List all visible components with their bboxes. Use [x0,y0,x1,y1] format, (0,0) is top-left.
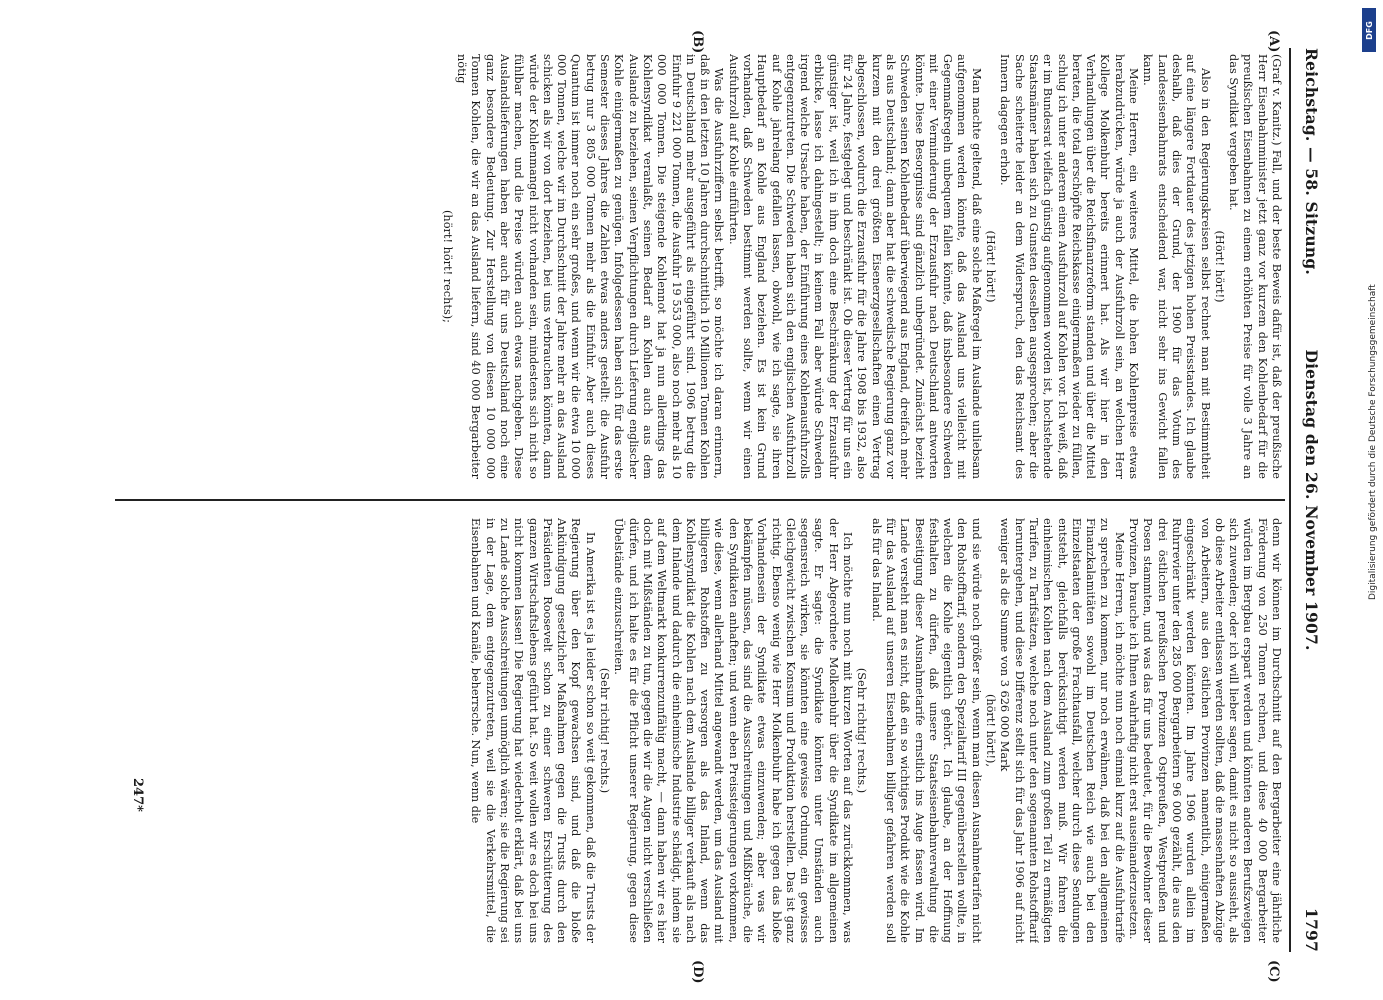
page-header [1299,48,1325,952]
right-column [113,518,1283,943]
left-column [113,54,1283,479]
scanned-document-page [65,30,1325,984]
column-divider [115,499,1285,501]
paragraph: Man machte geltend, daß eine solche Maßregel im Auslande unliebsam aufgenommen werden könnte, daß das Ausland uns vielleicht mit Gegenmaßregeln unbequem fallen könnte, daß insbesondere Schweden mit einer Verminderung der Erzausfuhr nach Deutschland antworten könnte. Diese Besorgnisse sind gänzlich unbegründet. Zunächst bezieht Schweden seinen Kohlenbedarf überwiegend aus England, dreifach mehr als aus Deutschland; dann aber hat die schwedische Regierung ganz vor kurzem mit den drei größten Eisenerzgesellschaften einen Vertrag abgeschlossen, wodurch die Erzausfuhr für die Jahre 1908 bis 1932, also für 24 Jahre, festgelegt und beschränkt ist. Ob dieser Vertrag für uns ein günstiger ist, weil ich in ihm doch eine Beschränkung der Erzausfuhr erblicke, lasse ich dahingestellt; in keinem Fall aber würde Schweden irgend welche Ursache haben, der Einführung eines Kohlenausfuhrzolls entgegenzutreten. Die Schweden haben sich den englischen Ausfuhrzoll auf Kohle jahrelang gefallen lassen, obwohl, wie ich sagte, sie ihren Hauptbedarf an Kohle aus England beziehen. Es ist kein Grund vorhanden, daß Schweden bestimmt werden sollte, wenn wir einen Ausfuhrzoll auf Kohle einführten. [726,54,983,479]
interjection: (hört! hört! rechts); [440,210,454,323]
paragraph: In Amerika ist es ja leider schon so weit gekommen, daß die Trusts der Regierung über den Kopf gewachsen sind, und daß die bloße Ankündigung gesetzlicher Maßnahmen gegen die Trusts durch den Präsidenten Roosevelt schon zu einer schweren Erschütterung des ganzen Wirtschaftslebens geführt hat. So weit wollen wir es doch bei uns nicht kommen lassen! Die Regierung hat wiederholt erklärt, daß bei uns zu Lande solche Ausschreitungen unmöglich wären; sie die Regierung sei in der Lage, dem entgegenzutreten, weil sie die Verkehrsmittel, die Eisenbahnen und Kanäle, beherrsche. Nun, wenn die [469,518,597,943]
margin-marker-c: (C) [1266,960,1281,983]
interjection: (Hört! hört!) [984,230,998,303]
paragraph: Also in den Regierungskreisen selbst rechnet man mit Bestimmtheit auf eine längere Fortdauer des jetzigen hohen Preisstandes. Ich glaube deshalb, daß dies der Grund, der 1900 für das Votum des Landeseisenbahnrats entscheidend war, nicht sehr ins Gewicht fallen kann. [1141,54,1212,479]
interjection: (hört! hört!), [984,693,998,768]
paragraph: Was die Ausfuhrziffern selbst betrifft, so möchte ich daran erinnern, daß in den letzten 10 Jahren durchschnittlich 10 Millionen Tonnen Kohlen in Deutschland mehr ausgeführt als eingeführt sind. 1906 betrug die Einfuhr 9 221 000 Tonnen, die Ausfuhr 19 553 000, also noch mehr als 10 000 000 Tonnen. Die steigende Kohlennot hat ja nun allerdings das Kohlensyndikat veranlaßt, seinen Bedarf an Kohlen auch aus dem Auslande zu beziehen, seinen Verpflichtungen durch Lieferung englischer Kohle einigermaßen zu genügen. Infolgedessen haben sich für das erste Semester dieses Jahres die Zahlen etwas anders gestellt: die Ausfuhr betrug nur 3 805 000 Tonnen mehr als die Einfuhr. Aber auch dieses Quantum ist immer noch ein sehr großes, und wenn wir die etwa 10 000 000 Tonnen, welche wir im Durchschnitt der Jahre mehr an das Ausland schicken als wir von dort beziehen, bei uns verbrauchen könnten, dann würde der Kohlenmangel nicht vorhanden sein, mindestens sich nicht so fühlbar machen, und die Preise würden auch etwas nachgeben. Diese Auslandslieferungen haben aber auch für uns Deutschland noch eine ganz besondere Bedeutung. Zur Herstellung von diesen 10 000 000 Tonnen Kohlen, die wir an das Ausland liefern, sind 40 000 Bergarbeiter nötig [455,54,726,479]
paragraph: denn wir können im Durchschnitt auf den Bergarbeiter eine jährliche Förderung von 250 Tonnen rechnen, und diese 40 000 Bergarbeiter würden im Bergbau erspart werden und könnten anderen Berufszweigen sich zuwenden; oder ich will lieber sagen, damit es nicht so aussieht, als ob diese Arbeiter entlassen werden sollten, daß die massenhaften Abzüge von Arbeitern, aus den östlichen Provinzen namentlich, einigermaßen eingeschränkt werden könnten. Im Jahre 1906 wurden allein im Ruhrrevier unter den 285 000 Bergarbeitern 96 000 gezählt, die aus den drei östlichen preußischen Provinzen Ostpreußen, Westpreußen und Posen stammten, und was das für uns bedeutet, für die Bewohner dieser Provinzen, brauche ich Ihnen wahrhaftig nicht erst auseinanderzusetzen. [1127,518,1283,943]
interjection: (Sehr richtig! rechts.) [598,667,612,794]
dfg-logo-icon: DFG [1362,8,1376,52]
header-date: Dienstag den 26. November 1907. [1302,349,1321,651]
page-number: 1797 [1302,908,1321,952]
paragraph: und sie würde noch größer sein, wenn man diesen Ausnahmetarifen nicht den Rohstofftarif, sondern den Spezialtarif III gegenüberstellen wollte, in welchen die Kohle eigentlich gehört. Ich glaube, an der Hoffnung festhalten zu dürfen, daß unsere Staatseisenbahnverwaltung die Beseitigung dieser Ausnahmetarife ernstlich ins Auge fassen wird. Im Lande versteht man es nicht, daß ein so wichtiges Produkt wie die Kohle für das Ausland auf unseren Eisenbahnen billiger gefahren werden soll als für das Inland. [869,518,983,943]
margin-marker-d: (D) [690,960,705,984]
paragraph: (Graf v. Kanitz.) Fall, und der beste Beweis dafür ist, daß der preußische Herr Eisenbahnminister jetzt ganz vor kurzem den Kohlenbedarf für die preußischen Eisenbahnen zu einem erhöhten Preise für volle 3 Jahre an das Syndikat vergeben hat. [1227,54,1283,479]
header-rule [1289,48,1291,952]
paragraph: Meine Herren, ich möchte nun noch einmal kurz auf die Ausfuhrtarife zu sprechen zu kommen, nur noch erwähnen, daß bei den allgemeinen Finanzkalamitäten sowohl im Deutschen Reich wie auch bei den Einzelstaaten der große Frachtausfall, welcher durch diese Sendungen entsteht, gleichfalls berücksichtigt werden muß. Wir fahren die einheimischen Kohlen nach dem Ausland zum großen Teil zu ermäßigten Tarifen, zu Tarifsätzen, welche noch unter den sogenannten Rohstofftarif heruntergehen, und diese Differenz stellt sich für das Jahr 1906 auf nicht weniger als die Summe von 3 626 000 Mark [998,518,1126,943]
margin-marker-b: (B) [690,30,705,54]
paragraph: Meine Herren, ein weiteres Mittel, die hohen Kohlenpreise etwas herabzudrücken, würde ja auch der Ausfuhrzoll sein, an welchen Herr Kollege Molkenbuhr bereits erinnert hat. Als wir hier in den Verhandlungen über die Reichsfinanzreform standen und über die Mittel beraten, die total erschöpfte Reichskasse einigermaßen wieder zu füllen, schlug ich unter anderem einen Ausfuhrzoll auf Kohlen vor. Ich weiß, daß er im Bundesrat vielfach günstig aufgenommen worden ist, hochstehende Staatsmänner haben sich zu Gunsten desselben ausgesprochen; aber die Sache scheiterte leider an dem Widerspruch, den das Reichsamt des Innern dagegen erhob. [998,54,1141,479]
interjection: (Sehr richtig! rechts.) [855,667,869,794]
signature-mark: 247* [130,778,145,812]
margin-marker-a: (A) [1266,30,1281,53]
interjection: (Hört! hört!) [1212,230,1226,303]
paragraph: Ich möchte nun noch mit kurzen Worten auf das zurückkommen, was der Herr Abgeordnete Molkenbuhr über die Syndikate im allgemeinen sagte. Er sagte: die Syndikate könnten unter Umständen auch segensreich wirken, sie könnten eine gewisse Ordnung, ein gewisses Gleichgewicht zwischen Konsum und Produktion herstellen. Das ist ganz richtig. Ebenso wenig wie Herr Molkenbuhr habe ich gegen das bloße Vorhandensein der Syndikate etwas einzuwenden; aber was wir bekämpfen müssen, das sind die Ausschreitungen und Mißbräuche, die den Syndikaten anhaften; und wenn eben Preissteigerungen vorkommen, wie diese, wenn allerhand Mittel angewandt werden, um das Ausland mit billigeren Rohstoffen zu versorgen als das Inland, wenn das Kohlensyndikat die Kohlen nach dem Auslande billiger verkauft als nach dem Inlande und dadurch die einheimische Industrie schädigt, indem sie auf dem Weltmarkt konkurrenzunfähig macht, — dann haben wir es hier doch mit Mißständen zu tun, gegen die wir die Augen nicht verschließen dürfen, und ich halte es für die Pflicht unserer Regierung, gegen diese Übelstände einzuschreiten. [612,518,855,943]
header-left: Reichstag. — 58. Sitzung. [1302,48,1321,275]
digitization-credit: Digitalisierung gefördert durch die Deutsche Forschungsgemeinschaft [1368,284,1378,600]
